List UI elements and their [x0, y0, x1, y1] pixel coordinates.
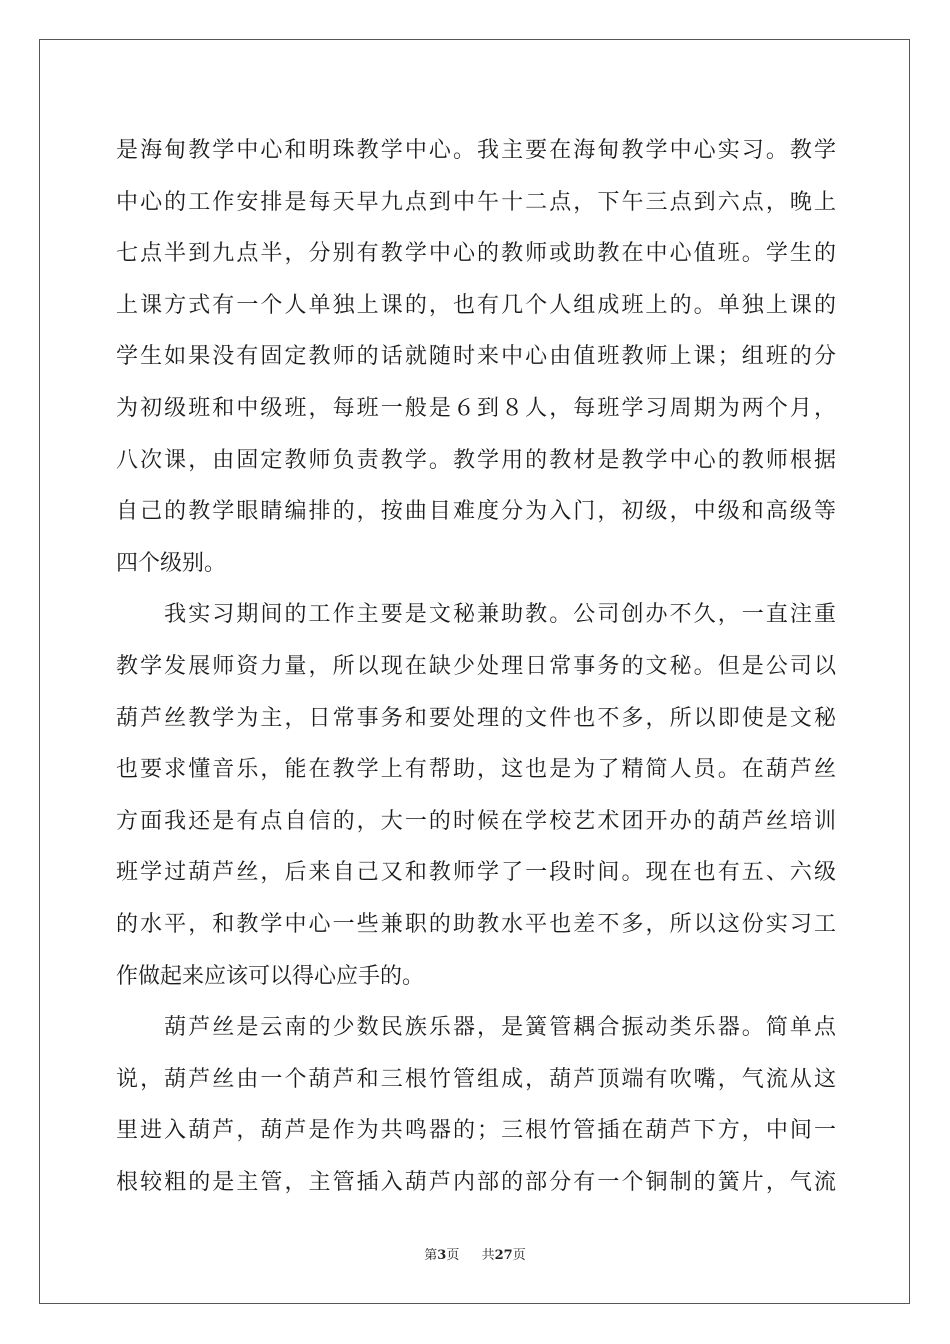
text-line: 为初级班和中级班，每班一般是６到８人，每班学习周期为两个月，: [116, 395, 836, 421]
text-line: 我实习期间的工作主要是文秘兼助教。公司创办不久，一直注重: [116, 602, 836, 628]
page-footer: [0, 1244, 950, 1263]
page-total: [482, 1244, 526, 1263]
text-line: 是海甸教学中心和明珠教学中心。我主要在海甸教学中心实习。教学: [116, 138, 836, 163]
text-line: 班学过葫芦丝，后来自己又和教师学了一段时间。现在也有五、六级: [116, 860, 836, 886]
total-prefix: 共: [481, 1248, 495, 1263]
page-suffix: 页: [446, 1248, 460, 1263]
text-line: 自己的教学眼睛编排的，按曲目难度分为入门，初级，中级和高级等: [116, 499, 836, 525]
text-line: 里进入葫芦，葫芦是作为共鸣器的；三根竹管插在葫芦下方，中间一: [116, 1118, 836, 1144]
text-line: 作做起来应该可以得心应手的。: [116, 963, 425, 989]
text-line: 教学发展师资力量，所以现在缺少处理日常事务的文秘。但是公司以: [116, 653, 836, 679]
text-line: 中心的工作安排是每天早九点到中午十二点，下午三点到六点，晚上: [116, 189, 836, 215]
text-line: 葫芦丝是云南的少数民族乐器，是簧管耦合振动类乐器。简单点: [116, 1015, 836, 1041]
text-line: 也要求懂音乐，能在教学上有帮助，这也是为了精简人员。在葫芦丝: [116, 757, 836, 783]
total-pages: 27: [494, 1248, 513, 1263]
text-line: 方面我还是有点自信的，大一的时候在学校艺术团开办的葫芦丝培训: [116, 808, 836, 834]
text-line: 说，葫芦丝由一个葫芦和三根竹管组成，葫芦顶端有吹嘴，气流从这: [116, 1066, 836, 1092]
text-line: 葫芦丝教学为主，日常事务和要处理的文件也不多，所以即使是文秘: [116, 705, 836, 731]
text-line: 七点半到九点半，分别有教学中心的教师或助教在中心值班。学生的: [116, 241, 836, 267]
page-number: [424, 1244, 459, 1263]
document-body: [116, 125, 836, 1208]
text-line: 四个级别。: [116, 550, 227, 576]
text-line: 学生如果没有固定教师的话就随时来中心由值班教师上课；组班的分: [116, 344, 836, 370]
page-prefix: 第: [424, 1248, 438, 1263]
text-line: 根较粗的是主管，主管插入葫芦内部的部分有一个铜制的簧片，气流: [116, 1169, 836, 1195]
text-line: 上课方式有一个人单独上课的，也有几个人组成班上的。单独上课的: [116, 292, 836, 318]
total-suffix: 页: [512, 1248, 526, 1263]
text-line: 的水平，和教学中心一些兼职的助教水平也差不多，所以这份实习工: [116, 911, 836, 937]
text-line: 八次课，由固定教师负责教学。教学用的教材是教学中心的教师根据: [116, 447, 836, 473]
current-page: 3: [437, 1248, 447, 1263]
